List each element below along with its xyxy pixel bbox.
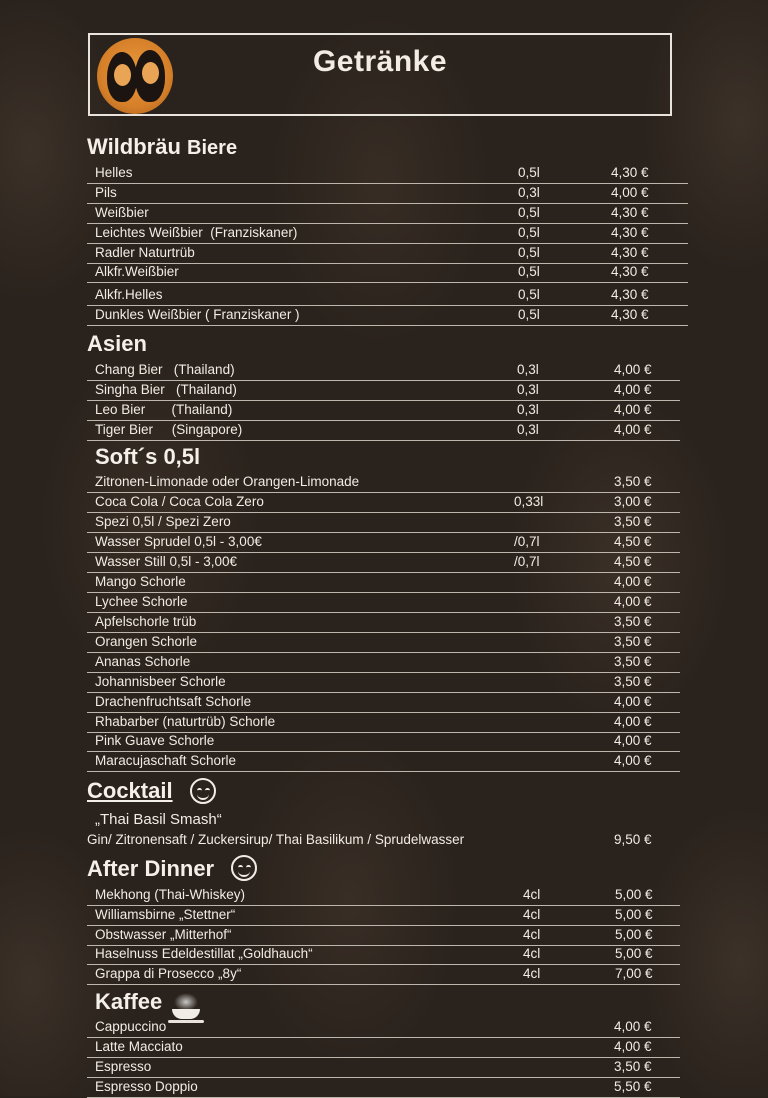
item-size: 4cl [523,907,541,922]
item-size: 0,5l [518,307,540,322]
item-name: Helles [95,165,133,180]
smiley-icon [231,855,257,881]
item-price: 4,00 € [614,1019,652,1034]
item-size: 0,33l [514,494,544,509]
menu-item-row [87,672,680,693]
menu-item-row [87,552,680,573]
cocktail-ingredients: Gin/ Zitronensaft / Zuckersirup/ Thai Basilikum / Sprudelwasser [87,832,465,847]
item-size: 0,3l [518,185,540,200]
item-size: 4cl [523,887,541,902]
item-name: Coca Cola / Coca Cola Zero [95,494,264,509]
item-name: Espresso [95,1059,152,1074]
menu-item-row [87,612,680,633]
menu-item-row [87,203,688,224]
menu-item-row [87,183,688,204]
item-name: Haselnuss Edeldestillat „Goldhauch“ [95,946,313,961]
item-name: Latte Macciato [95,1039,183,1054]
item-price: 4,00 € [614,594,652,609]
menu-item-row [87,420,680,441]
item-name: Grappa di Prosecco „8y“ [95,966,242,981]
item-name: Tiger Bier (Singapore) [95,422,243,437]
item-size: 0,5l [518,205,540,220]
menu-item-row [87,944,680,965]
item-name: Leichtes Weißbier (Franziskaner) [95,225,298,240]
item-price: 4,30 € [611,307,649,322]
item-name: Weißbier [95,205,149,220]
menu-item-row [87,1057,680,1078]
item-price: 4,00 € [614,753,652,768]
menu-item-row [87,492,680,513]
item-price: 5,00 € [615,927,653,942]
item-size: 0,5l [518,245,540,260]
item-price: 4,00 € [614,694,652,709]
item-name: Obstwasser „Mitterhof“ [95,927,232,942]
item-name: Espresso Doppio [95,1079,198,1094]
menu-item-row [87,360,680,381]
item-price: 4,50 € [614,534,652,549]
menu-item-row [87,380,680,401]
item-size: 0,3l [517,422,539,437]
menu-item-row [87,285,688,306]
menu-header [88,33,672,116]
item-price: 4,50 € [614,554,652,569]
item-price: 4,00 € [614,402,652,417]
item-name: Pink Guave Schorle [95,733,215,748]
section-title-sub: Biere [187,137,238,159]
item-name: Wasser Sprudel 0,5l - 3,00€ [95,534,262,549]
item-price: 4,30 € [611,264,649,279]
item-price: 3,50 € [614,514,652,529]
item-name: Radler Naturtrüb [95,245,195,260]
menu-item-row [87,964,680,985]
item-size: 0,5l [518,287,540,302]
menu-item-row [87,1037,680,1058]
item-name: Lychee Schorle [95,594,188,609]
item-size: 0,3l [517,362,539,377]
item-name: Alkfr.Weißbier [95,264,179,279]
item-name: Dunkles Weißbier ( Franziskaner ) [95,307,300,322]
menu-item-row [87,592,680,613]
item-name: Drachenfruchtsaft Schorle [95,694,252,709]
menu-item-row [87,751,680,772]
item-price: 4,30 € [611,245,649,260]
item-price: 4,00 € [611,185,649,200]
menu-item-row [87,885,680,906]
menu-item-row [87,532,680,553]
item-size: 4cl [523,946,541,961]
item-price: 4,00 € [614,714,652,729]
item-name: Alkfr.Helles [95,287,163,302]
item-price: 7,00 € [615,966,653,981]
menu-item-row [87,1077,680,1098]
menu-item-row [87,925,680,946]
section-title-wildbraeu [87,134,237,160]
item-price: 5,00 € [615,887,653,902]
cocktail-price: 9,50 € [614,832,652,847]
item-price: 5,50 € [614,1079,652,1094]
page-title: Getränke [312,45,448,78]
item-price: 3,50 € [614,1059,652,1074]
item-price: 4,00 € [614,733,652,748]
item-price: 4,30 € [611,165,649,180]
section-title-after-dinner: After Dinner [87,856,215,881]
item-price: 5,00 € [615,907,653,922]
item-price: 4,00 € [614,382,652,397]
menu-item-row [87,243,688,264]
item-price: 3,50 € [614,654,652,669]
smiley-icon [190,778,216,804]
item-name: Apfelschorle trüb [95,614,197,629]
item-price: 3,00 € [614,494,652,509]
item-name: Ananas Schorle [95,654,191,669]
item-name: Rhabarber (naturtrüb) Schorle [95,714,276,729]
item-price: 4,00 € [614,574,652,589]
menu-item-row [87,472,680,493]
menu-item-row [87,512,680,533]
cocktail-name: „Thai Basil Smash“ [95,811,222,828]
item-price: 3,50 € [614,614,652,629]
item-size: /0,7l [514,554,540,569]
item-size: 4cl [523,927,541,942]
menu-item-row [87,305,688,326]
section-title-softs: Soft´s 0,5l [95,444,201,469]
item-size: /0,7l [514,534,540,549]
item-name: Spezi 0,5l / Spezi Zero [95,514,231,529]
item-name: Maracujaschaft Schorle [95,753,237,768]
menu-item-row [87,731,680,752]
menu-item-row [87,400,680,421]
menu-item-row [87,712,680,733]
item-name: Wasser Still 0,5l - 3,00€ [95,554,238,569]
item-name: Zitronen-Limonade oder Orangen-Limonade [95,474,360,489]
item-price: 4,00 € [614,422,652,437]
item-name: Chang Bier (Thailand) [95,362,235,377]
item-price: 4,30 € [611,205,649,220]
item-size: 0,3l [517,382,539,397]
item-name: Mekhong (Thai-Whiskey) [95,887,246,902]
item-name: Williamsbirne „Stettner“ [95,907,236,922]
item-price: 3,50 € [614,634,652,649]
section-title-kaffee: Kaffee [95,989,163,1014]
item-name: Orangen Schorle [95,634,198,649]
item-size: 0,5l [518,264,540,279]
menu-item-row [87,905,680,926]
item-name: Cappuccino [95,1019,167,1034]
menu-item-row [87,572,680,593]
item-price: 3,50 € [614,474,652,489]
item-size: 0,3l [517,402,539,417]
menu-item-row [87,652,680,673]
item-price: 5,00 € [615,946,653,961]
menu-item-row [87,1017,680,1038]
item-name: Johannisbeer Schorle [95,674,226,689]
item-size: 4cl [523,966,541,981]
menu-item-row [87,632,680,653]
section-title-asien: Asien [87,331,147,356]
item-price: 4,30 € [611,287,649,302]
item-price: 3,50 € [614,674,652,689]
item-size: 0,5l [518,225,540,240]
menu-item-row [87,692,680,713]
item-size: 0,5l [518,165,540,180]
menu-item-row [87,262,688,283]
section-title-cocktail: Cocktail [87,778,173,803]
item-price: 4,00 € [614,362,652,377]
menu-item-row [87,163,688,184]
item-name: Leo Bier (Thailand) [95,402,233,417]
menu-item-row [87,223,688,244]
item-name: Mango Schorle [95,574,186,589]
item-name: Pils [95,185,117,200]
item-price: 4,00 € [614,1039,652,1054]
section-title-main: Wildbräu [87,134,181,159]
item-name: Singha Bier (Thailand) [95,382,237,397]
item-price: 4,30 € [611,225,649,240]
